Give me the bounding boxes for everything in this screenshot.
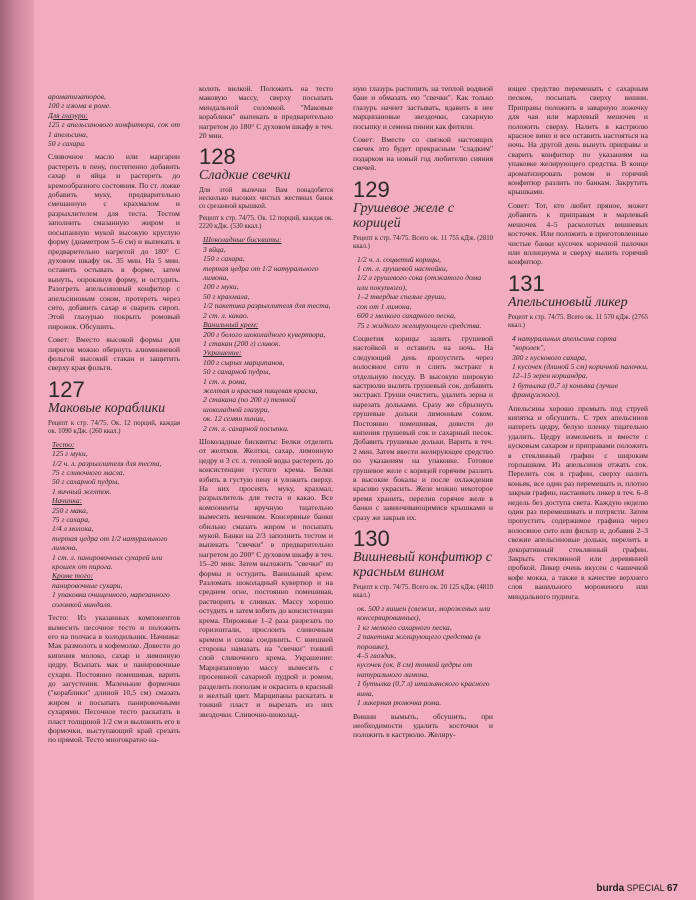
tip-text: Совет: Вместо высокой формы для пирогов можно обернуть алюминиевой фольгой высокий стакан и защитить сверху края фольги. — [48, 335, 180, 373]
ingredient-line: 1 яичный желток. — [52, 486, 112, 496]
ingredient-subhead: Ванильный крем: — [203, 320, 259, 330]
column-1 — [48, 92, 180, 866]
recipe-text: Апельсины хорошо промыть под струей кипятка и обсушить. С трех апельсинов натереть цедру, белую пленку тщательно удалить. Цедру измельчить и вместе с кусковым сахаром и приправами положить в стеклянный графин с широким горлышком. Из апельсинов отжать сок. Перелить сок в графин, сверху налить коньяк, все один раз перемешать и, плотно закрыв графин, настаивать ликер в теч. 6–8 недель без доступа света. Каждую неделю один раз перемешивать и потрясти. Затем пропустить содержимое графина через волосяное сито или фильтр и, добавив 2–3 свежие апельсиновые дольки, перелить в декоративный стеклянный графин. Закрыть стеклянной или деревянной пробкой. Ликер очень вкусен с чашечкой кофе мокка, а также в качестве верхнего слоя ванильного мороженого или миндального пудинга. — [508, 403, 648, 601]
recipe-text: Вишни вымыть, обсушить, при необходимости удалить косточки и положить в кастрюлю. Желиру- — [353, 711, 493, 740]
ingredient-line: ок. 12 семян пинии, — [203, 414, 265, 424]
ingredient-line: 600 г мелкого сахарного песка, — [357, 311, 456, 321]
ingredient-line: 2 ст. л. сахарной посыпки. — [203, 423, 289, 433]
recipe-meta: Рецепт к стр. 74/75. Всего ок. 11 755 кДж. (2810 ккал.) — [353, 234, 493, 250]
ingredient-line: 100 г сырых марципанов, — [203, 357, 285, 367]
recipe-meta: Рецепт к стр. 74/75. Ок. 12 порций, каждая ок. 1090 кДж. (260 ккал.) — [48, 419, 180, 435]
ingredient-line: 75 г жидкого желирующего средства. — [357, 320, 482, 330]
recipe-text: ную глазурь растопить на теплой водяной бане и обмазать ею "свечки". Как только глазурь начнет застывать, вдавить в нее марципановые звездочки, сахарную посыпку и семена пинии как фитили. — [353, 84, 493, 131]
recipe-number: 127 — [48, 376, 85, 402]
recipe-title: Грушевое желе с корицей — [353, 200, 455, 231]
ingredient-line: 2 пакетика желирующего средства (в порошке), — [357, 632, 481, 651]
ingredient-subhead: Украшение: — [203, 348, 242, 358]
ingredient-line: 4–5 гвоздик, — [357, 651, 397, 661]
ingredient-list — [508, 334, 648, 400]
ingredient-line: желтая и красная пищевая краска, — [203, 385, 318, 395]
ingredient-line: сок от 1 лимона, — [357, 301, 412, 311]
recipe-number: 129 — [353, 176, 390, 202]
ingredient-line: панировочные сухари, — [52, 580, 123, 590]
ingredient-line: 75 г сахара, — [52, 515, 90, 525]
ingredient-line: 1 упаковка очищенного, нарезанного соломкой миндаля. — [52, 590, 170, 609]
ingredient-subhead: Шоколадные бисквиты: — [203, 235, 282, 245]
ingredient-line: 125 г муки, — [52, 449, 88, 459]
column-4 — [508, 84, 648, 866]
recipe-number: 128 — [199, 144, 236, 170]
recipe-title: Апельсиновый ликер — [508, 294, 628, 310]
ingredient-line: 50 г сахара. — [48, 139, 86, 149]
ingredient-list — [199, 235, 333, 433]
ingredient-subhead: Для глазури: — [48, 110, 88, 120]
ingredient-line: 12–15 зерен кориандра, — [512, 371, 588, 381]
recipe-title: Вишневый конфитюр с красным вином — [353, 550, 492, 581]
recipe-title: Сладкие свечки — [199, 168, 291, 184]
recipe-text: колоть вилкой. Положить на тесто маковую массу, сверху посыпать миндальной соломкой. "Маковые кораблики" выпекать в предварительно нагретом до 180° С духовом шкафу в теч. 20 мин. — [199, 84, 333, 141]
brand-special: SPECIAL — [626, 883, 665, 893]
ingredient-subhead: Начинка: — [52, 496, 83, 506]
ingredient-line: 100 г изюма в роме. — [48, 101, 112, 111]
brand-name: burda — [596, 883, 625, 894]
ingredient-line: тертая цедра от 1/2 натурального лимона, — [52, 533, 168, 553]
recipe-128-header — [199, 146, 333, 183]
ingredient-line: 250 г мака, — [52, 505, 88, 515]
ingredient-line: ароматизаторов, — [48, 92, 106, 101]
recipe-131-header — [508, 270, 648, 310]
column-2 — [199, 84, 333, 866]
ingredient-list — [353, 604, 493, 707]
recipe-meta: Рецепт к стр. 74/75. Всего ок. 11 570 кДж. (2765 ккал.) — [508, 313, 648, 329]
ingredient-line: 1 бутылка (0,7 л) коньяка (лучше французского). — [512, 380, 619, 400]
tip-text: Совет: Тот, кто любит пряное, может добавить к приправам в марлевый мешочек 4–5 расколотых вишневых косточек. Или положить в приготовленные чистые банки кусочек коричной палочки или иллициума и сверху вылить горячий конфитюр. — [508, 200, 648, 267]
recipe-text: Соцветия корицы залить грушевой настойкой и оставить на ночь. На следующий день пропустить через волосяное сито и слить экстракт в отдельную посуду. В высокую широкую кастрюлю вылить грушевый сок, добавить экстракт. Груши очистить, удалить зерна и нарезать дольками. Сразу же сбрызнуть грушевые дольки лимонным соком. Постоянно помешивая, довести до кипения грушевый сок и сахарный песок. Добавить грушевые дольки. Варить в теч. 2 мин. Затем ввести желирующее средство по указаниям на упаковке. Готовое грушевое желе с корицей горячим разлить в высокие бокалы и после охлаждения красиво украсить. Желе можно некоторое время хранить, перелив горячее желе в банки с завинчивающимися крышками и сразу же закрыв их. — [353, 333, 493, 522]
ingredient-line: 50 г сахарной пудры, — [203, 367, 271, 377]
ingredient-line: 1/4 л молока, — [52, 524, 94, 534]
recipe-129-header — [353, 176, 493, 231]
recipe-text: ющее средство перемешать с сахарным песком, посыпать сверху вишни. Приправы положить в заварную ложечку для чая или марлевый мешочек и положить сверху. Налить в кастрюлю красное вино и все оставить настояться на ночь. На другой день вынуть приправы и сварить конфитюр по указаниям на упаковке желирующего средства. В конце ароматизировать ромом и горячий конфитюр разлить по банкам. Закрутить крышками. — [508, 84, 648, 197]
ingredient-line: 1/2 пакетика разрыхлителя для теста, — [203, 301, 331, 311]
ingredient-subhead: Кроме того: — [52, 571, 94, 581]
ingredient-line: 4 натуральных апельсина сорта "королек", — [512, 333, 617, 353]
recipe-number: 130 — [353, 526, 390, 552]
ingredient-line: кусочек (ок. 8 см) тонкой цедры от натурального лимона, — [357, 660, 473, 679]
page-number: 67 — [666, 883, 678, 894]
ingredient-line: 2 ст. л. какао. — [203, 310, 249, 320]
recipe-meta: Рецепт к стр. 74/75. Всего ок. 20 125 кДж. (4810 ккал.) — [353, 584, 493, 600]
ingredient-line: 300 г кускового сахара, — [512, 352, 587, 362]
ingredient-line: 1 ст. л. рома, — [203, 376, 247, 386]
recipe-text: Шоколадные бисквиты: Белки отделить от желтков. Желтки, сахар, лимонную цедру и 3 ст. л. теплой воды растереть до консистенции густого крема. Белки взбить в густую пену и уложить сверху. На них просеять муку, крахмал, разрыхлитель для теста и какао. Все компоненты вручную тщательно вымесить венчиком. Консервные банки обильно смазать жиром и посыпать мукой. Банки на 2/3 заполнить тестом и выпекать "свечки" в предварительно нагретом до 200° С духовом шкафу в теч. 15–20 мин. Затем выложить "свечки" из формы и остудить. Ванильный крем: Разломать шоколадный кувертюр и на среднем огне, постоянно помешивая, растворить в сливках. Массу хорошо остудить и затем взбить до консистенции крема. Пирожные 1–2 раза разрезать по горизонтали, прослоить сливочным кремом и снова соединить. С внешней стороны намазать на "свечки" тонкий слой сливочного крема. Украшение: Марципановую массу вымесить с просеянной сахарной пудрой и ромом, разделить пополам и окрасить в красный и желтый цвет. Марципаны раскатать в тонкий пласт и вырезать из них звездочки. Сливочно-шоколад- — [199, 436, 333, 719]
ingredient-line: 1 бутылка (0,7 л) итальянского красного вина, — [357, 679, 490, 698]
ingredient-line: 125 г апельсинового конфитюра, сок от 1 апельсина, — [48, 120, 180, 139]
ingredient-line: 1 кг мелкого сахарного песка, — [357, 622, 452, 632]
ingredient-line: 1–2 твердые спелые груши, — [357, 292, 446, 302]
page-spine-shadow — [0, 0, 34, 900]
ingredient-line: 75 г сливочного масла, — [52, 468, 125, 477]
ingredient-line: 2 стакана (по 200 г) темной шоколадной глазури, — [203, 395, 296, 414]
ingredient-line: 50 г сахарной пудры, — [52, 477, 120, 487]
ingredient-list — [353, 255, 493, 330]
ingredient-line: ок. 500 г вишен (свежих, мороженых или консервированных), — [357, 604, 491, 623]
ingredient-line: 1 кусочек (длиной 5 см) коричной палочки, — [512, 361, 648, 371]
recipe-title: Маковые кораблики — [48, 400, 166, 416]
ingredient-line: 1/2 ч. л. разрыхлителя для теста, — [52, 458, 162, 468]
ingredient-line: 1/2 л грушевого сока (отжатого дома или покупного), — [357, 273, 482, 292]
ingredient-line: 3 яйца, — [203, 244, 226, 254]
recipe-number: 131 — [508, 270, 545, 296]
ingredient-line: 200 г белого шоколадного кувертюра, — [203, 329, 326, 339]
ingredient-line: 1 стакан (200 г) сливок. — [203, 338, 281, 348]
ingredient-list — [48, 440, 180, 609]
ingredient-line: 100 г муки, — [203, 282, 239, 292]
page-footer — [596, 883, 678, 894]
ingredient-line: 150 г сахара, — [203, 254, 245, 264]
ingredient-line: тертая цедра от 1/2 натурального лимона, — [203, 263, 319, 283]
recipe-127-header — [48, 376, 180, 416]
recipe-text: Тесто: Из указанных компонентов вымесить песочное тесто и положить его на полчаса в холодильник. Начинка: Мак размолоть в кофемолке. Довести до кипения молоко, сахар и лимонную цедру. Всыпать мак и панировочные сухари. Постоянно помешивая, варить до загустения. Маленькие формочки ("кораблики" длиной 10,5 см) смазать жиром и посыпать панировочными сухарями. Песочное тесто раскатать в пласт толщиной 1/2 см и выложить его в формочки, выступающий край срезать по прямой. Тесто многократно на- — [48, 613, 180, 745]
ingredient-line: 1 ликерная рюмочка рома. — [357, 698, 442, 708]
tip-text: Совет: Вместе со связкой настоящих свечек это будет прекрасным "сладким" подарком на новый год любителю сияния свечей. — [353, 135, 493, 173]
ingredient-line: 1 ст. л. панировочных сухарей или крошек от пирога. — [52, 552, 163, 572]
ingredient-subhead: Тесто: — [52, 439, 75, 449]
column-3 — [353, 84, 493, 866]
ingredient-line: 50 г крахмала, — [203, 291, 250, 301]
ingredient-line: 1/2 ч. л. соцветий корицы, — [357, 254, 441, 264]
ingredient-line: 1 ст. л. грушевой настойки, — [357, 264, 448, 274]
recipe-text: Сливочное масло или маргарин растереть в пену, постепенно добавить сахар и яйца и растереть до кремообразного состояния. По ст. ложке добавить муку, предварительно смешанную с крахмалом и разрыхлителем для теста. Тестом заполнить смазанную жиром и посыпанную мукой высокую круглую форму (диаметром 5–6 см) и выпекать в предварительно нагретой до 180° С духовом шкафу ок. 35 мин. На 5 мин. оставить остывать в форме, затем вынуть, опрокинув форму, и остудить. Разогреть апельсиновый конфитюр с апельсиновым соком, протереть через сито, добавить сахар и сварить сироп. Этой глазурью покрыть ромовый пирожок. Обсушить. — [48, 152, 180, 331]
recipe-meta: Рецепт к стр. 74/75. Ок. 12 порций, каждая ок. 2220 кДж. (530 ккал.) — [199, 215, 333, 231]
recipe-intro: Для этой выпечки Вам понадобятся несколько высоких чистых жестяных банок со срезанной крышкой. — [199, 187, 333, 211]
recipe-130-header — [353, 528, 493, 580]
